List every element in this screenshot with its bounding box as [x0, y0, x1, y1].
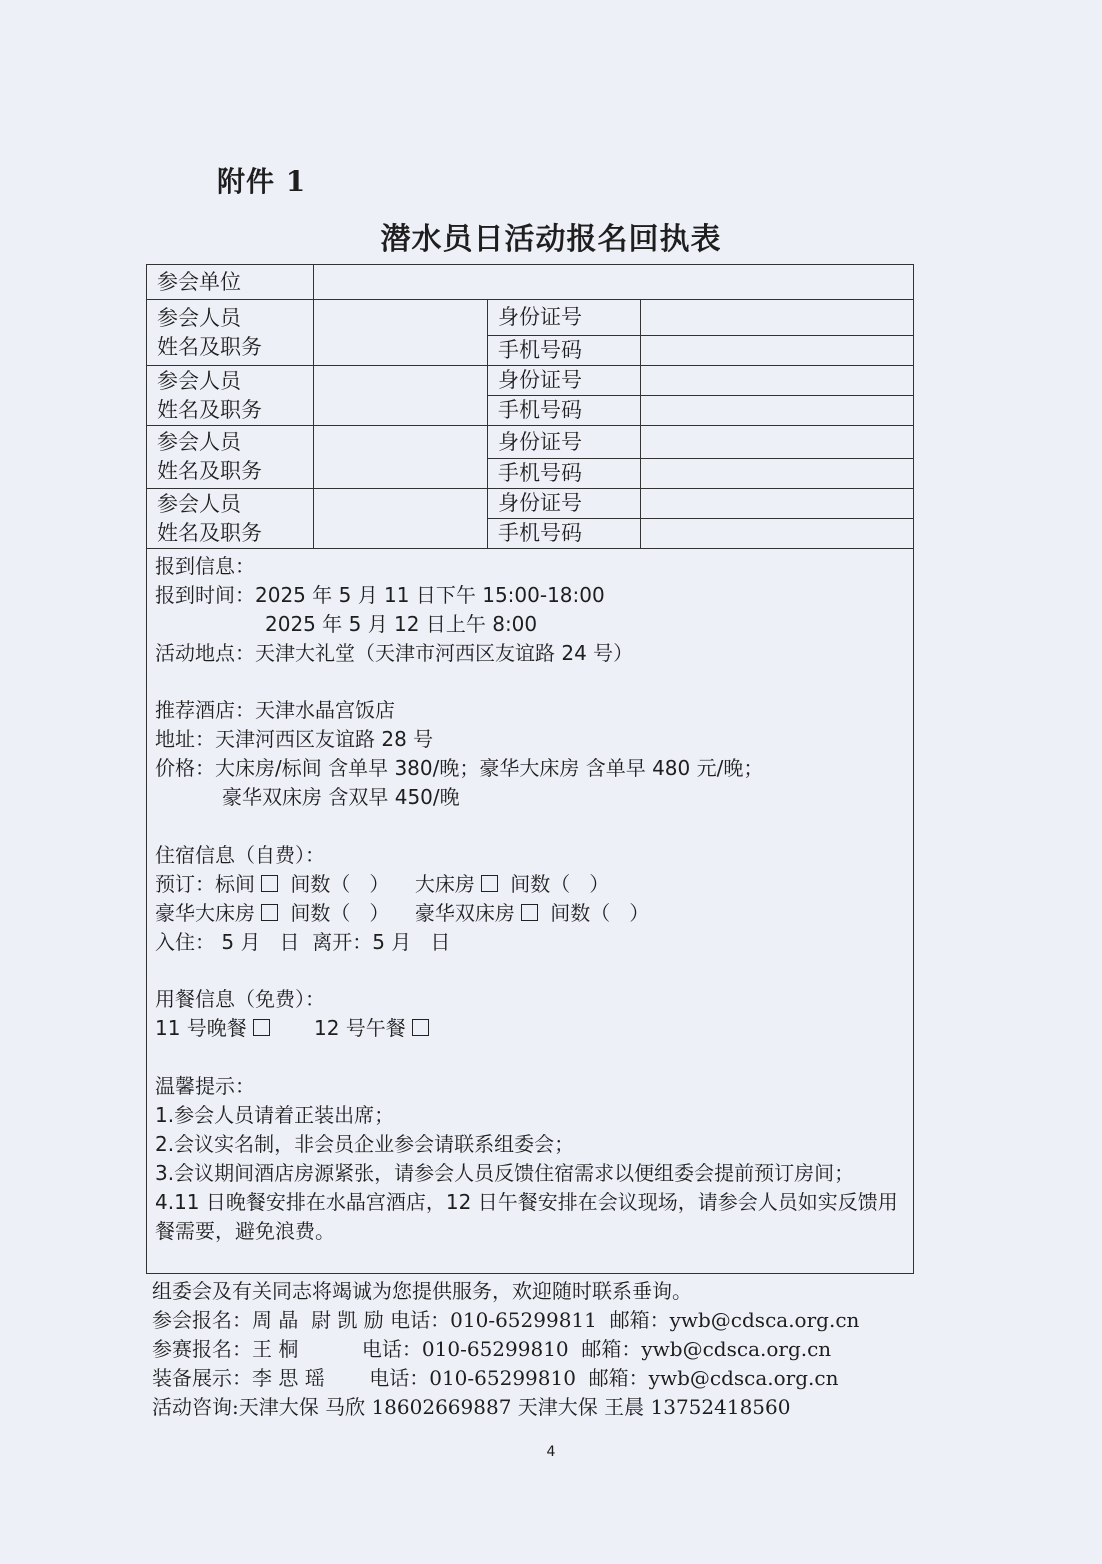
id-number-field[interactable]	[641, 489, 914, 519]
phone-field[interactable]	[641, 459, 914, 489]
tip-1: 1.参会人员请着正装出席；	[155, 1102, 395, 1127]
unit-label: 参会单位	[147, 265, 314, 300]
standard-room-checkbox[interactable]	[261, 875, 278, 892]
lunch-12-label: 12 号午餐	[313, 1016, 406, 1041]
checkin-checkout-line: 入住： 5 月 日 离开：5 月 日	[155, 929, 451, 954]
rooms-count: 间数（ ）	[510, 871, 610, 896]
unit-row	[147, 265, 914, 300]
info-row	[147, 549, 914, 1274]
venue-value: 天津大礼堂（天津市河西区友谊路 24 号）	[255, 640, 634, 665]
deluxe-twin-checkbox[interactable]	[521, 904, 538, 921]
attendee-row	[147, 426, 914, 459]
phone-field[interactable]	[641, 519, 914, 549]
dinner-11-label: 11 号晚餐	[155, 1016, 247, 1041]
footer-intro: 组委会及有关同志将竭诚为您提供服务，欢迎随时联系垂询。	[152, 1279, 692, 1303]
rooms-count: 间数（ ）	[550, 900, 650, 925]
id-number-label: 身份证号	[488, 489, 641, 519]
info-cell	[147, 549, 914, 1274]
id-number-field[interactable]	[641, 300, 914, 336]
dinner-11-checkbox[interactable]	[253, 1019, 270, 1036]
price-line-1: 价格：大床房/标间 含单早 380/晚；豪华大床房 含单早 480 元/晚；	[155, 756, 764, 781]
deluxe-twin-label: 豪华双床房	[414, 900, 515, 925]
attendee-name-field[interactable]	[314, 366, 488, 426]
unit-field[interactable]	[314, 265, 914, 300]
checkin-heading: 报到信息：	[155, 554, 255, 578]
king-room-label: 大床房	[414, 871, 475, 896]
rooms-count: 间数（ ）	[290, 871, 390, 896]
id-number-field[interactable]	[641, 366, 914, 396]
tip-2: 2.会议实名制，非会员企业参会请联系组委会；	[155, 1131, 575, 1156]
contact-line: 装备展示：李 思 瑶 电话：010-65299810 邮箱：ywb@cdsca.org.cn	[152, 1365, 839, 1390]
booking-line-1	[155, 870, 905, 899]
attachment-label: 附件 1	[217, 165, 307, 198]
id-number-label: 身份证号	[488, 366, 641, 396]
address-line: 地址：天津河西区友谊路 28 号	[155, 727, 434, 752]
phone-label: 手机号码	[488, 519, 641, 549]
checkin-time-1: 2025 年 5 月 11 日下午 15:00-18:00	[255, 582, 605, 607]
booking-line-2	[155, 899, 905, 928]
hotel-line: 推荐酒店：天津水晶宫饭店	[155, 698, 395, 723]
tip-4: 4.11 日晚餐安排在水晶宫酒店，12 日午餐安排在会议现场，请参会人员如实反馈用餐需要，避免浪费。	[155, 1189, 898, 1243]
attendee-row	[147, 366, 914, 396]
tips-heading: 温馨提示：	[155, 1074, 255, 1099]
phone-field[interactable]	[641, 396, 914, 426]
contact-line: 参赛报名：王 桐 电话：010-65299810 邮箱：ywb@cdsca.org.cn	[152, 1336, 832, 1361]
king-room-checkbox[interactable]	[481, 875, 498, 892]
meal-line	[155, 1014, 905, 1043]
price-line-2: 豪华双床房 含双早 450/晚	[222, 785, 460, 810]
attendee-name-field[interactable]	[314, 426, 488, 489]
rooms-count: 间数（ ）	[290, 900, 390, 925]
attendee-name-field[interactable]	[314, 300, 488, 366]
checkin-time-label: 报到时间：	[155, 582, 255, 607]
checkin-time-line	[155, 581, 905, 610]
booking-prefix: 预订：标间	[155, 871, 255, 896]
consult-line: 活动咨询:天津大保 马欣 18602669887 天津大保 王晨 13752418560	[152, 1394, 791, 1419]
attendee-label: 参会人员 姓名及职务	[147, 426, 314, 489]
contact-footer	[152, 1277, 912, 1421]
attendee-label: 参会人员 姓名及职务	[147, 300, 314, 366]
deluxe-king-checkbox[interactable]	[261, 904, 278, 921]
venue-line	[155, 639, 905, 668]
attendee-label: 参会人员 姓名及职务	[147, 489, 314, 549]
phone-label: 手机号码	[488, 396, 641, 426]
attendee-label: 参会人员 姓名及职务	[147, 366, 314, 426]
registration-form-table	[146, 264, 914, 1274]
phone-label: 手机号码	[488, 336, 641, 366]
document-title: 潜水员日活动报名回执表	[380, 222, 722, 257]
attendee-name-field[interactable]	[314, 489, 488, 549]
phone-field[interactable]	[641, 336, 914, 366]
page-number: 4	[546, 1444, 556, 1460]
lunch-12-checkbox[interactable]	[412, 1019, 429, 1036]
phone-label: 手机号码	[488, 459, 641, 489]
contact-line: 参会报名：周 晶 尉 凯 励 电话：010-65299811 邮箱：ywb@cdsca.org.cn	[152, 1307, 860, 1332]
checkin-time-2: 2025 年 5 月 12 日上午 8:00	[265, 611, 538, 636]
attendee-row	[147, 300, 914, 336]
deluxe-king-label: 豪华大床房	[155, 900, 255, 925]
tip-3: 3.会议期间酒店房源紧张，请参会人员反馈住宿需求以便组委会提前预订房间；	[155, 1160, 855, 1185]
meal-heading: 用餐信息（免费）：	[155, 987, 325, 1012]
attendee-row	[147, 489, 914, 519]
id-number-label: 身份证号	[488, 426, 641, 459]
id-number-label: 身份证号	[488, 300, 641, 336]
venue-label: 活动地点：	[155, 640, 255, 665]
lodging-heading: 住宿信息（自费）：	[155, 842, 325, 867]
id-number-field[interactable]	[641, 426, 914, 459]
